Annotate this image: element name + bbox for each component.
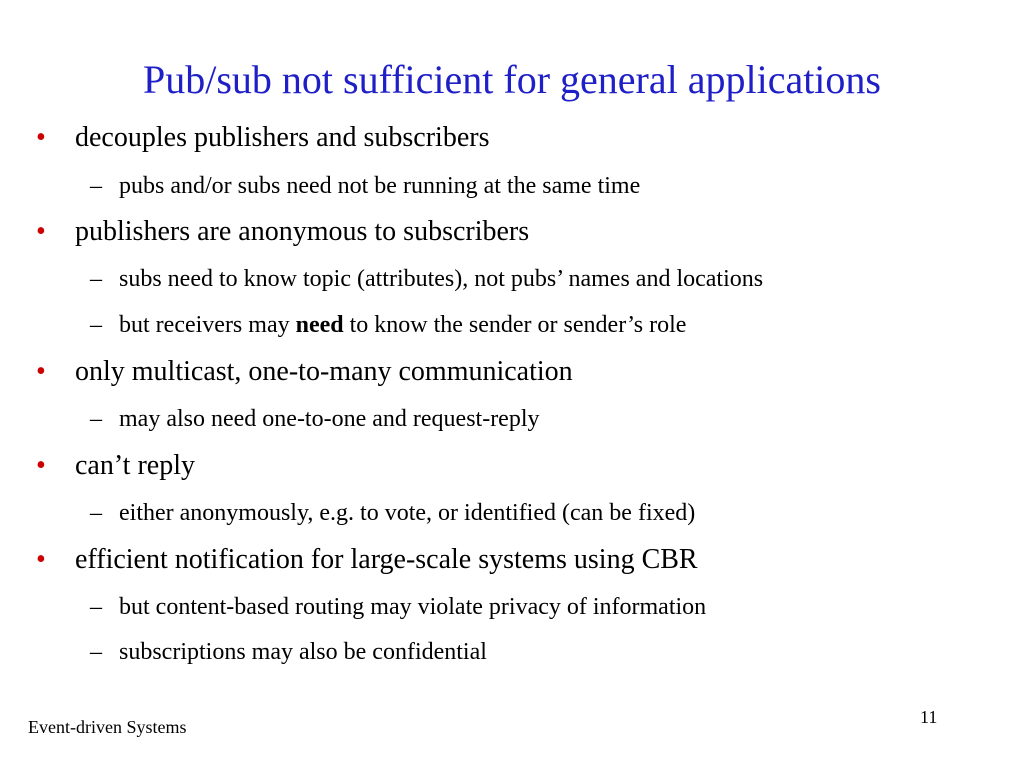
sub-bullet-marker: – [90, 406, 102, 432]
bullet-marker: • [36, 216, 46, 247]
bullet-text: efficient notification for large-scale systems using CBR [75, 544, 698, 575]
footer-course-title: Event-driven Systems [28, 717, 187, 737]
sub-bullet-marker: – [90, 312, 102, 338]
page-number: 11 [920, 707, 938, 727]
slide-title: Pub/sub not sufficient for general applications [143, 57, 881, 102]
sub-bullet-text [119, 311, 686, 339]
sub-bullet-text-post: to know the sender or sender’s role [343, 312, 687, 338]
sub-bullet-text-pre: but receivers may [119, 312, 296, 338]
bullet-text: publishers are anonymous to subscribers [75, 216, 530, 247]
bullet-marker: • [36, 544, 46, 575]
sub-bullet-marker: – [90, 594, 102, 620]
bullet-text: only multicast, one-to-many communication [75, 356, 573, 387]
bullet-marker: • [36, 450, 46, 481]
sub-bullet-text: subscriptions may also be confidential [119, 639, 487, 665]
emphasis-need: need [295, 312, 344, 338]
sub-bullet-text: may also need one-to-one and request-reply [119, 406, 540, 432]
sub-bullet-marker: – [90, 173, 102, 199]
sub-bullet-text: either anonymously, e.g. to vote, or identified (can be fixed) [119, 500, 696, 526]
bullet-marker: • [36, 356, 46, 387]
sub-bullet-marker: – [90, 266, 102, 292]
bullet-text: decouples publishers and subscribers [75, 122, 490, 153]
sub-bullet-marker: – [90, 500, 102, 526]
bullet-text: can’t reply [75, 450, 195, 481]
sub-bullet-text: but content-based routing may violate privacy of information [119, 594, 707, 620]
sub-bullet-text: pubs and/or subs need not be running at the same time [119, 173, 641, 199]
bullet-marker: • [36, 122, 46, 153]
sub-bullet-text: subs need to know topic (attributes), not pubs’ names and locations [119, 266, 764, 292]
sub-bullet-marker: – [90, 639, 102, 665]
